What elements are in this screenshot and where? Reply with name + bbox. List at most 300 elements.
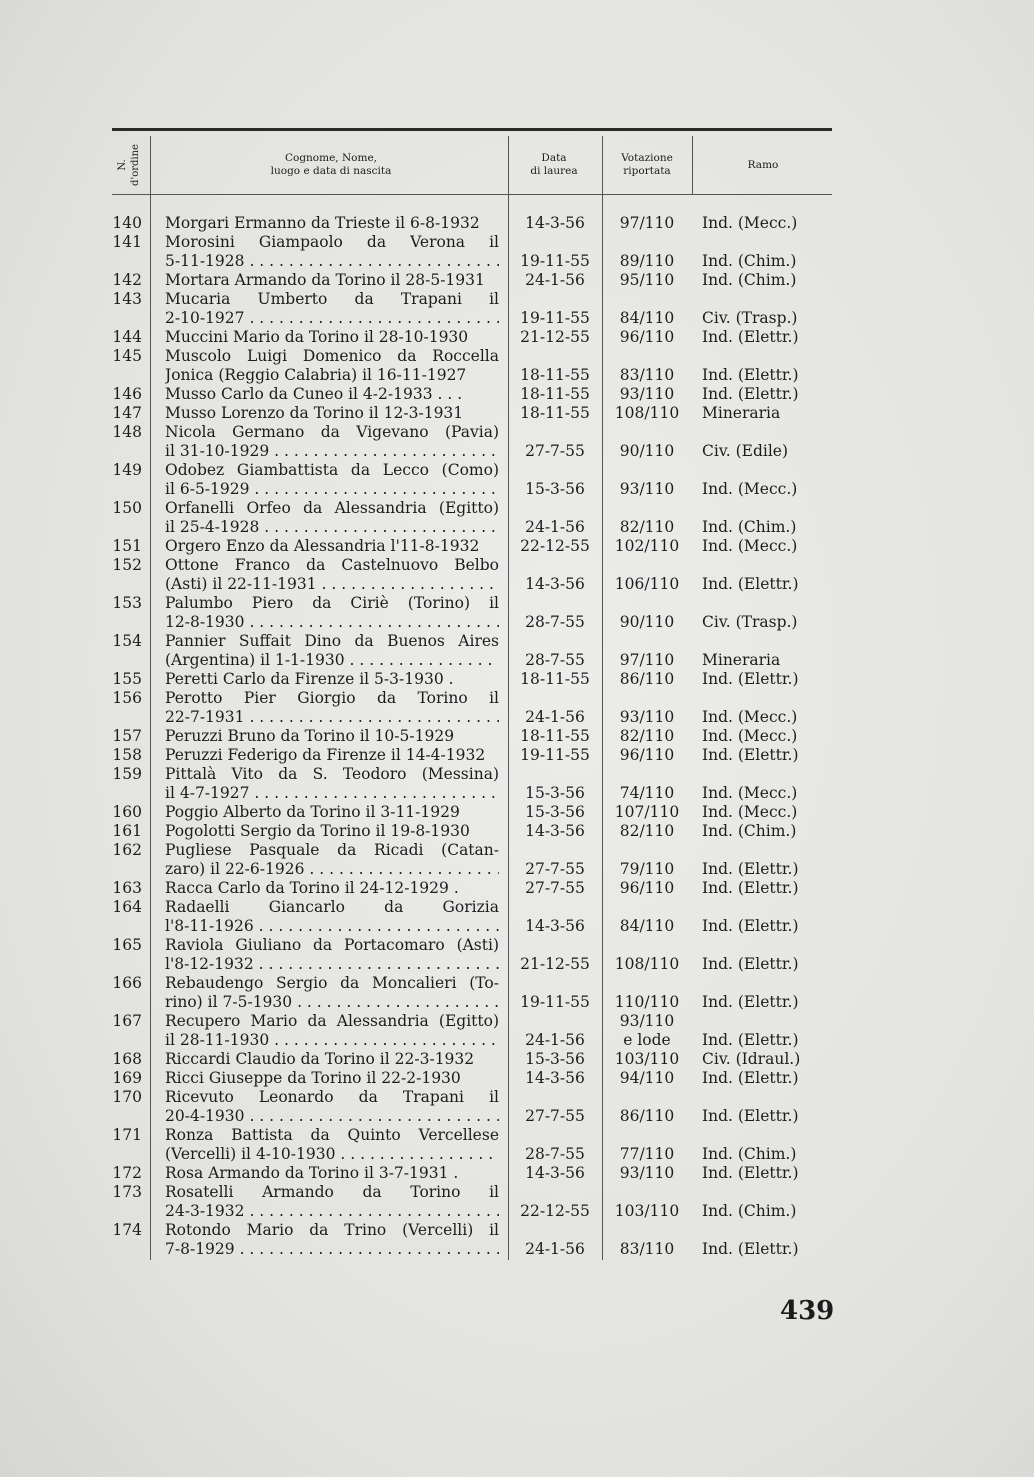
row-name-birth [165,214,499,233]
name-line: Odobez Giambattista da Lecco (Como) [165,461,499,479]
row-graduation-date: 24-1-56 [525,1031,585,1049]
grade-value: 93/110 [619,1012,675,1030]
row-grade [602,917,692,936]
grade-value: 108/110 [614,955,680,973]
grade-value: 93/110 [619,385,675,403]
row-branch: Civ. (Trasp.) [702,613,798,631]
row-number: 143 [112,290,142,308]
row-graduation-date: 18-11-55 [520,670,590,688]
row-graduation-date: 24-1-56 [525,518,585,536]
table-row [112,347,832,385]
row-branch: Ind. (Chim.) [702,518,797,536]
row-name-birth [165,670,499,689]
grade-value: 77/110 [619,1145,675,1163]
table-row [112,537,832,556]
table-row [112,214,832,233]
name-line: 2-10-1927 . . . [165,309,499,328]
grade-value: 79/110 [619,860,675,878]
row-graduation-date: 19-11-55 [520,746,590,764]
grade-value: 107/110 [614,803,680,821]
row-number: 147 [112,404,142,422]
row-number: 154 [112,632,142,650]
name-line: Nicola Germano da Vigevano (Pavia) [165,423,499,441]
row-name-birth [165,423,499,461]
table-row [112,1012,832,1050]
row-grade [602,822,692,841]
row-name-birth [165,1069,499,1088]
row-grade [602,309,692,328]
row-graduation-date: 14-3-56 [525,214,585,232]
row-grade [602,708,692,727]
row-name-birth [165,461,499,499]
row-number: 158 [112,746,142,764]
row-branch: Ind. (Mecc.) [702,784,798,802]
row-grade [602,252,692,271]
name-line: Racca Carlo da Torino il 24-12-1929 . [165,879,459,897]
row-branch: Ind. (Elettr.) [702,746,799,764]
table-row [112,499,832,537]
name-line: Morgari Ermanno da Trieste il 6-8-1932 [165,214,480,232]
row-name-birth [165,632,499,670]
row-number: 162 [112,841,142,859]
table-row [112,746,832,765]
row-name-birth [165,1088,499,1126]
row-number: 151 [112,537,142,555]
row-name-birth [165,594,499,632]
row-grade [602,1240,692,1259]
row-graduation-date: 15-3-56 [525,803,585,821]
row-name-birth [165,841,499,879]
row-name-birth [165,765,499,803]
row-grade [602,784,692,803]
row-branch: Ind. (Mecc.) [702,708,798,726]
row-branch: Ind. (Elettr.) [702,575,799,593]
name-line: Pannier Suffait Dino da Buenos Aires [165,632,499,650]
row-name-birth [165,290,499,328]
header-rule [112,194,832,195]
row-name-birth [165,233,499,271]
row-number: 140 [112,214,142,232]
name-line: zaro) il 22-6-1926 . . . [165,860,499,879]
grade-value: 83/110 [619,1240,675,1258]
table-row [112,689,832,727]
name-line: (Vercelli) il 4-10-1930 . . . [165,1145,499,1164]
row-branch: Ind. (Elettr.) [702,1069,799,1087]
row-branch: Ind. (Elettr.) [702,1164,799,1182]
table-row [112,898,832,936]
grade-value: 95/110 [619,271,675,289]
name-line: Poggio Alberto da Torino il 3-11-1929 [165,803,460,821]
header-cell-vote [602,136,692,194]
name-line: l'8-12-1932 . . . [165,955,499,974]
row-number: 146 [112,385,142,403]
row-number: 174 [112,1221,142,1239]
row-number: 161 [112,822,142,840]
row-number: 159 [112,765,142,783]
row-number: 148 [112,423,142,441]
row-grade [602,575,692,594]
name-line: Peruzzi Federigo da Firenze il 14-4-1932 [165,746,486,764]
name-line: l'8-11-1926 . . . [165,917,499,936]
table-row [112,632,832,670]
row-grade [602,670,692,689]
row-grade [602,993,692,1012]
name-line: Jonica (Reggio Calabria) il 16-11-1927 [165,366,467,384]
row-grade [602,442,692,461]
header-cell-number [112,136,146,194]
row-name-birth [165,879,499,898]
row-branch: Ind. (Chim.) [702,271,797,289]
row-grade [602,328,692,347]
row-graduation-date: 14-3-56 [525,1164,585,1182]
row-branch: Ind. (Elettr.) [702,955,799,973]
grade-value: 82/110 [619,518,675,536]
row-grade [602,803,692,822]
grade-value: 86/110 [619,670,675,688]
table-row [112,727,832,746]
row-branch: Ind. (Elettr.) [702,1107,799,1125]
name-line: il 4-7-1927 . . . [165,784,499,803]
row-branch: Civ. (Edile) [702,442,789,460]
name-line: Peruzzi Bruno da Torino il 10-5-1929 [165,727,455,745]
name-line: il 31-10-1929 . . . [165,442,499,461]
row-number: 156 [112,689,142,707]
table-body [112,214,832,1259]
row-graduation-date: 27-7-55 [525,442,585,460]
table-row [112,879,832,898]
row-grade [602,651,692,670]
row-branch: Ind. (Elettr.) [702,1031,799,1049]
row-grade [602,366,692,385]
name-line: Ronza Battista da Quinto Vercellese [165,1126,499,1144]
grade-value: 97/110 [619,651,675,669]
grade-value: 106/110 [614,575,680,593]
row-graduation-date: 22-12-55 [520,537,590,555]
grade-value: 83/110 [619,366,675,384]
grade-value: 108/110 [614,404,680,422]
row-name-birth [165,727,499,746]
grade-value: 74/110 [619,784,675,802]
row-name-birth [165,1050,499,1069]
name-line: (Asti) il 22-11-1931 . . . [165,575,499,594]
row-name-birth [165,537,499,556]
table-row [112,1164,832,1183]
row-name-birth [165,689,499,727]
row-branch: Ind. (Chim.) [702,1202,797,1220]
name-line: Ottone Franco da Castelnuovo Belbo [165,556,499,574]
row-number: 170 [112,1088,142,1106]
name-line: Musso Carlo da Cuneo il 4-2-1933 . . . [165,385,463,403]
name-line: Morosini Giampaolo da Verona il [165,233,499,251]
name-line: 24-3-1932 . . . [165,1202,499,1221]
row-number: 172 [112,1164,142,1182]
name-line: Peretti Carlo da Firenze il 5-3-1930 . [165,670,454,688]
row-grade [602,1069,692,1088]
row-number: 168 [112,1050,142,1068]
row-graduation-date: 28-7-55 [525,1145,585,1163]
table-row [112,841,832,879]
table-row [112,1221,832,1259]
column-divider [692,136,693,194]
grade-value: 102/110 [614,537,680,555]
row-grade [602,879,692,898]
row-number: 169 [112,1069,142,1087]
row-name-birth [165,822,499,841]
grade-value: 97/110 [619,214,675,232]
row-branch: Ind. (Elettr.) [702,917,799,935]
table-row [112,803,832,822]
row-number: 153 [112,594,142,612]
page-number: 439 [780,1296,835,1326]
name-line: 7-8-1929 . . . [165,1240,499,1259]
table-row [112,271,832,290]
row-branch: Ind. (Chim.) [702,252,797,270]
name-line: Rotondo Mario da Trino (Vercelli) il [165,1221,499,1239]
name-line: Orgero Enzo da Alessandria l'11-8-1932 [165,537,480,555]
row-name-birth [165,328,499,347]
row-graduation-date: 24-1-56 [525,1240,585,1258]
row-graduation-date: 21-12-55 [520,955,590,973]
row-grade [602,1202,692,1221]
grade-value: 103/110 [614,1202,680,1220]
top-rule [112,128,832,131]
table-row [112,670,832,689]
row-graduation-date: 15-3-56 [525,1050,585,1068]
row-name-birth [165,404,499,423]
row-branch: Ind. (Chim.) [702,822,797,840]
row-branch: Ind. (Elettr.) [702,993,799,1011]
table-row [112,1183,832,1221]
table-row [112,461,832,499]
name-line: il 25-4-1928 . . . [165,518,499,537]
table-row [112,423,832,461]
row-number: 152 [112,556,142,574]
grade-value: e lode [623,1031,671,1049]
row-graduation-date: 28-7-55 [525,613,585,631]
table-row [112,385,832,404]
name-line: Rosatelli Armando da Torino il [165,1183,499,1201]
row-branch: Ind. (Elettr.) [702,366,799,384]
header-cell-ramo [694,136,832,194]
row-grade [602,1107,692,1126]
name-line: Raviola Giuliano da Portacomaro (Asti) [165,936,499,954]
table-row [112,765,832,803]
row-branch: Ind. (Elettr.) [702,385,799,403]
row-number: 141 [112,233,142,251]
row-name-birth [165,385,499,404]
row-name-birth [165,499,499,537]
row-branch: Ind. (Mecc.) [702,537,798,555]
row-name-birth [165,1183,499,1221]
row-name-birth [165,803,499,822]
table-row [112,974,832,1012]
row-number: 166 [112,974,142,992]
row-grade [602,537,692,556]
header-number-label: N. d'ordine [117,144,142,186]
row-number: 144 [112,328,142,346]
name-line: Mucaria Umberto da Trapani il [165,290,499,308]
row-branch: Ind. (Elettr.) [702,860,799,878]
name-line: Rebaudengo Sergio da Moncalieri (To- [165,974,499,992]
row-grade [602,385,692,404]
table-header [112,136,832,194]
grade-value: 93/110 [619,480,675,498]
name-line: Musso Lorenzo da Torino il 12-3-1931 [165,404,464,422]
row-number: 171 [112,1126,142,1144]
name-line: il 6-5-1929 . . . [165,480,499,499]
row-graduation-date: 27-7-55 [525,1107,585,1125]
name-line: rino) il 7-5-1930 . . . [165,993,499,1012]
row-name-birth [165,1012,499,1050]
table-row [112,556,832,594]
row-name-birth [165,271,499,290]
header-cell-name [156,136,506,194]
row-number: 155 [112,670,142,688]
row-grade [602,1164,692,1183]
row-branch: Civ. (Trasp.) [702,309,798,327]
row-graduation-date: 14-3-56 [525,575,585,593]
row-number: 173 [112,1183,142,1201]
table-row [112,936,832,974]
row-branch: Mineraria [702,404,781,422]
row-graduation-date: 18-11-55 [520,727,590,745]
row-grade [602,214,692,233]
grade-value: 110/110 [614,993,680,1011]
row-name-birth [165,556,499,594]
table-row [112,328,832,347]
row-branch: Ind. (Chim.) [702,1145,797,1163]
row-number: 164 [112,898,142,916]
row-grade [602,955,692,974]
row-number: 157 [112,727,142,745]
table-row [112,1126,832,1164]
table-row [112,233,832,271]
row-grade [602,480,692,499]
header-date-label: Data di laurea [530,152,578,177]
grade-value: 93/110 [619,1164,675,1182]
row-branch: Ind. (Elettr.) [702,1240,799,1258]
name-line: Mortara Armando da Torino il 28-5-1931 [165,271,485,289]
table-row [112,1069,832,1088]
row-graduation-date: 21-12-55 [520,328,590,346]
name-line: Pogolotti Sergio da Torino il 19-8-1930 [165,822,470,840]
row-graduation-date: 15-3-56 [525,480,585,498]
row-number: 165 [112,936,142,954]
table-row [112,1050,832,1069]
row-branch: Ind. (Elettr.) [702,670,799,688]
row-graduation-date: 19-11-55 [520,993,590,1011]
row-name-birth [165,347,499,385]
row-graduation-date: 18-11-55 [520,385,590,403]
grade-value: 86/110 [619,1107,675,1125]
row-name-birth [165,1126,499,1164]
table-row [112,1088,832,1126]
grade-value: 84/110 [619,917,675,935]
header-ramo-label: Ramo [747,158,779,171]
header-cell-date [508,136,600,194]
name-line: Rosa Armando da Torino il 3-7-1931 . [165,1164,459,1182]
row-name-birth [165,1164,499,1183]
row-number: 145 [112,347,142,365]
row-grade [602,746,692,765]
row-branch: Ind. (Elettr.) [702,879,799,897]
row-grade [602,404,692,423]
row-graduation-date: 28-7-55 [525,651,585,669]
row-branch: Ind. (Elettr.) [702,328,799,346]
row-branch: Ind. (Mecc.) [702,214,798,232]
name-line: Pugliese Pasquale da Ricadi (Catan- [165,841,499,859]
row-graduation-date: 14-3-56 [525,917,585,935]
row-grade [602,271,692,290]
row-branch: Mineraria [702,651,781,669]
row-name-birth [165,898,499,936]
table-row [112,290,832,328]
name-line: Orfanelli Orfeo da Alessandria (Egitto) [165,499,499,517]
row-graduation-date: 18-11-55 [520,404,590,422]
row-graduation-date: 15-3-56 [525,784,585,802]
row-grade [602,1050,692,1069]
row-branch: Ind. (Mecc.) [702,803,798,821]
grade-value: 84/110 [619,309,675,327]
name-line: 22-7-1931 . . . [165,708,499,727]
header-vote-label: Votazione riportata [621,152,673,177]
row-grade [602,727,692,746]
name-line: Riccardi Claudio da Torino il 22-3-1932 [165,1050,475,1068]
table-row [112,594,832,632]
row-branch: Ind. (Mecc.) [702,480,798,498]
row-number: 167 [112,1012,142,1030]
grade-value: 96/110 [619,879,675,897]
name-line: Muccini Mario da Torino il 28-10-1930 [165,328,469,346]
row-graduation-date: 24-1-56 [525,271,585,289]
grade-value: 96/110 [619,328,675,346]
name-line: Pittalà Vito da S. Teodoro (Messina) [165,765,499,783]
name-line: Perotto Pier Giorgio da Torino il [165,689,499,707]
row-graduation-date: 18-11-55 [520,366,590,384]
name-line: Muscolo Luigi Domenico da Roccella [165,347,499,365]
grade-value: 82/110 [619,822,675,840]
row-grade [602,860,692,879]
grade-value: 90/110 [619,613,675,631]
row-name-birth [165,746,499,765]
name-line: 5-11-1928 . . . [165,252,499,271]
row-number: 163 [112,879,142,897]
grade-value: 93/110 [619,708,675,726]
name-line: Recupero Mario da Alessandria (Egitto) [165,1012,499,1030]
name-line: 12-8-1930 . . . [165,613,499,632]
table-row [112,822,832,841]
row-branch: Civ. (Idraul.) [702,1050,801,1068]
name-line: Ricci Giuseppe da Torino il 22-2-1930 [165,1069,461,1087]
row-graduation-date: 27-7-55 [525,860,585,878]
row-grade [602,518,692,537]
table-row [112,404,832,423]
row-graduation-date: 14-3-56 [525,822,585,840]
name-line: Ricevuto Leonardo da Trapani il [165,1088,499,1106]
row-graduation-date: 19-11-55 [520,309,590,327]
row-number: 142 [112,271,142,289]
row-grade [602,613,692,632]
grade-value: 96/110 [619,746,675,764]
row-graduation-date: 27-7-55 [525,879,585,897]
grade-value: 94/110 [619,1069,675,1087]
header-name-label: Cognome, Nome, luogo e data di nascita [270,152,392,177]
row-graduation-date: 24-1-56 [525,708,585,726]
row-name-birth [165,936,499,974]
row-graduation-date: 19-11-55 [520,252,590,270]
grade-value: 90/110 [619,442,675,460]
name-line: 20-4-1930 . . . [165,1107,499,1126]
